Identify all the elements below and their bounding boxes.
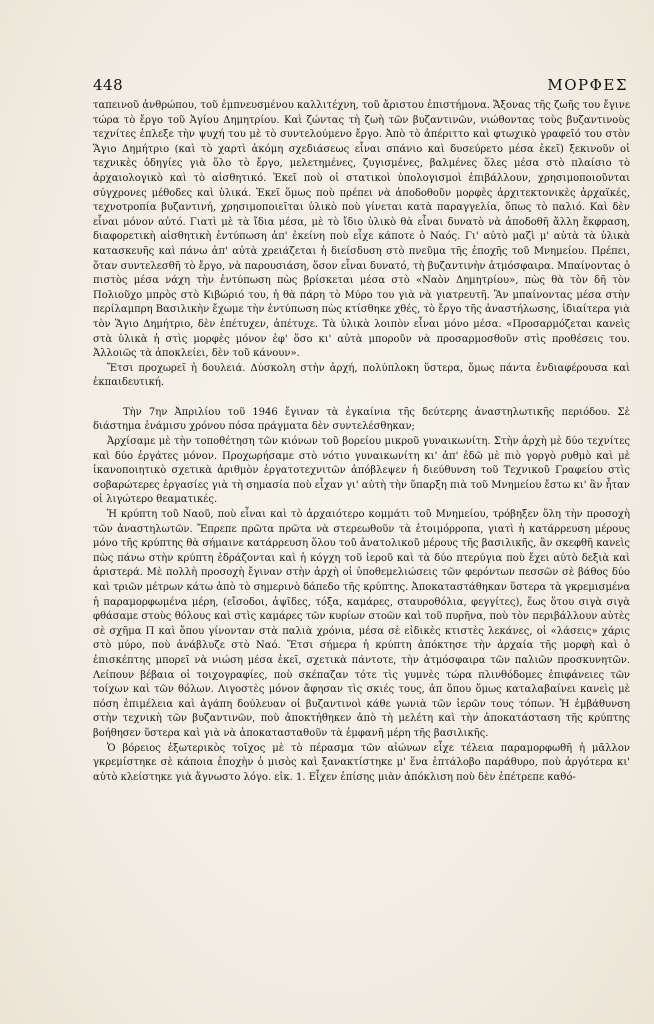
- article-body: [93, 99, 630, 785]
- paragraph: Ἔτσι προχωρεῖ ἡ δουλειά. Δύσκολη στὴν ἀρχή, πολύπλοκη ὕστερα, ὅμως πάντα ἐνδιαφέρουσα καὶ ἐκπαιδευτική.: [93, 362, 630, 389]
- page-header: [93, 76, 628, 98]
- paragraph: Ὁ βόρειος ἐξωτερικὸς τοῖχος μὲ τὸ πέρασμα τῶν αἰώνων εἶχε τέλεια παραμορφωθῆ ἡ μᾶλλον γκρεμίστηκε σὲ κάποια ἐποχὴν ὁ μισὸς καὶ ξανακτίστηκε μ' ἕνα ἑπτάλοβο παράθυρο, ποὺ ἀργότερα κι' αὐτὸ κλείστηκε γιὰ ἄγνωστο λόγο. εἰκ. 1. Εἶχεν ἐπίσης μιὰν ἀπόκλιση ποὺ δὲν ἐπέτρεπε καθό-: [93, 742, 630, 783]
- paragraph: ταπεινοῦ ἀνθρώπου, τοῦ ἐμπνευσμένου καλλιτέχνη, τοῦ ἄριστου ἐπιστήμονα. Ἄξονας τῆς ζωῆς του ἔγινε τώρα τὸ ἔργο τοῦ Ἁγίου Δημητρίου. Καὶ ζώντας τὴ ζωὴ τῶν βυζαντινῶν, νιώθοντας τοὺς βυζαντινοὺς τεχνίτες ἐπλεξε τὴν ψυχή του μὲ τὸ συντελούμενο ἔργο. Ἀπὸ τὸ ἀπέριττο καὶ φτωχικὸ γραφεῖό του στὸν Ἅγιο Δημήτριο (καὶ τὸ χαρτὶ ἀκόμη σχεδιάσεως εἶναι σπάνιο καὶ δυσεύρετο μέσα ἐκεῖ) ξεκινοῦν οἱ τεχνικὲς ὁδηγίες γιὰ ὅλο τὸ ἔργο, μελετημένες, ζυγισμένες, βαλμένες ὅλες μέσα στὸ πλαίσιο τὸ ἀρχαιολογικὸ καὶ τὸ αἰσθητικό. Ἐκεῖ ποὺ οἱ στατικοὶ ὑπολογισμοὶ ἐπιβάλλουν, χρησιμοποιοῦνται σύγχρονες μέθοδες καὶ ὑλικά. Ἐκεῖ ὅμως ποὺ πρέπει νὰ ἀποδοθοῦν μορφὲς ἀρχιτεκτονικὲς ἀρχαϊκές, τεχνοτροπία βυζαντινή, χρησιμοποιεῖται ὑλικὸ ποὺ γίνεται κατὰ παραγγελία, ὅπως τὸ παλιό. Καὶ δὲν εἶναι μόνον αὐτό. Γιατὶ μὲ τὰ ἴδια μέσα, μὲ τὸ ἴδιο ὑλικὸ θὰ εἶναι δυνατὸ νὰ ἀποδοθῆ ἄλλη ἔκφραση, διαφορετικὴ αἰσθητικὴ ἐντύπωση ἀπ' ἐκείνη ποὺ εἶχε κάποτε ὁ Ναός. Γι' αὐτὸ μαζὶ μ' αὐτὰ τὰ ὑλικὰ κατασκευῆς καὶ πάνω ἀπ' αὐτὰ χρειάζεται ἡ διείσδυση στὸ πνεῦμα τῆς ἐποχῆς τοῦ Μνημείου. Πρέπει, ὅταν συντελεσθῆ τὸ ἔργο, νὰ παρουσιάση, ὅσον εἶναι δυνατό, τὴ βυζαντινὴν ἀτμόσφαιρα. Μπαίνοντας ὁ πιστὸς μέσα νάχη τὴν ἐντύπωση πὼς βρίσκεται μέσα στὸ «Ναὸν Δημητρίου», πὼς θὰ τὸν δῆ τὸν Πολιοῦχο μπρὸς στὸ Κιβώριό του, ἡ θὰ πάρη τὸ Μύρο του γιὰ νὰ γιατρευτῆ. Ἂν μπαίνοντας μέσα στὴν περίλαμπρη Βασιλικὴν ἔχωμε τὴν ἐντύπωση πὼς κτίσθηκε χθές, τὸ ἔργο τῆς ἀναστήλωσης, ἰδιαίτερα γιὰ τὸν Ἅγιο Δημήτριο, δὲν ἐπέτυχεν, ἀπέτυχε. Τὰ ὑλικὰ λοιπὸν εἶναι μόνο μέσα. «Προσαρμόζεται κανεὶς στὰ ὑλικὰ ἡ στὶς μορφὲς μόνον ἐφ' ὅσο κι' αὐτὰ μποροῦν νὰ προσαρμοσθοῦν στὶς προθέσεις του. Ἀλλοιῶς τὰ ἀποκλείει, δὲν τοῦ κάνουν».: [93, 100, 630, 360]
- running-title: ΜΟΡΦΕΣ: [547, 76, 628, 94]
- paragraph: Τὴν 7ην Ἀπριλίου τοῦ 1946 ἔγιναν τὰ ἐγκαίνια τῆς δεύτερης ἀναστηλωτικῆς περιόδου. Σὲ διάστημα ἑνάμισυ χρόνου πόσα πράγματα δὲν συντελέσθηκαν;: [93, 406, 630, 433]
- paragraph: Ἡ κρύπτη τοῦ Ναοῦ, ποὺ εἶναι καὶ τὸ ἀρχαιότερο κομμάτι τοῦ Μνημείου, τρόβηξεν ὅλη τὴν προσοχὴ τῶν ἀναστηλωτῶν. Ἔπρεπε πρῶτα πρῶτα νὰ στερεωθοῦν τὰ ἑτοιμόρροπα, γιατὶ ἡ κατάρρευση μέρους μόνο τῆς κρύπτης θὰ σήμαινε κατάρρευση ὅλου τοῦ ἀνατολικοῦ μέρους τῆς βασιλικῆς, ἂν σκεφθῆ κανεὶς πὼς πάνω στὴν κρύπτη ἑδράζονται καὶ ἡ κόγχη τοῦ ἱεροῦ καὶ τὰ δύο πτερύγια ποὺ ἔχει αὐτὸ δεξιὰ καὶ ἀριστερά. Μὲ πολλὴ προσοχὴ ἔγιναν στὴν ἀρχὴ οἱ ὑποθεμελιώσεις τῶν φερόντων πεσσῶν σὲ βάθος δύο καὶ τριῶν μέτρων κάτω ἀπὸ τὸ σημερινὸ δάπεδο τῆς κρύπτης. Ἀποκαταστάθηκαν ὕστερα τὰ γκρεμισμένα ἡ παραμορφωμένα μέρη, (εἴσοδοι, ἀψῖδες, τόξα, καμάρες, σταυροθόλια, φεγγίτες), ἕως ὅτου σιγὰ σιγὰ φθάσαμε στοὺς θόλους καὶ στὶς καμάρες τῶν κυρίων στοῶν καὶ τοῦ πυρῆνα, ποὺ τὸν περιβάλλουν αὐτὲς σὲ σχῆμα Π καὶ ὅπου γίνονταν στὰ παλιὰ χρόνια, μέσα σὲ εἰδικὲς κτιστὲς λεκάνες, οἱ «λάσεις» χάρις στὸ μύρο, ποὺ ἀνάβλυζε στὸ Ναό. Ἔτσι σήμερα ἡ κρύπτη ἀπόκτησε τὴν ἀρχαία τῆς μορφὴ καὶ ὁ ἐπισκέπτης μπορεῖ νὰ νιώση μέσα ἐκεῖ, σχετικὰ πάντοτε, τὴν ἀτμόσφαιρα τῶν παλιῶν προσκυνητῶν. Λείπουν βέβαια οἱ τοιχογραφίες, ποὺ σκέπαζαν τότε τὶς γυμνὲς τώρα πλινθόδομες ἐπιφάνειες τῶν τοίχων καὶ τῶν θόλων. Λιγοστὲς μόνον ἄφησαν τὶς σκιές τους, ἀπ ὅπου ὅμως καταλαβαίνει κανεὶς μὲ πόση ἐπιμέλεια καὶ ἀγάπη δούλευαν οἱ βυζαντινοὶ κάθε γωνιὰ τῶν ἱερῶν τους τόπων. Ἡ ἐμβάθυνση στὴν τεχνικὴ τῶν βυζαντινῶν, ποὺ ἀποκτήθηκεν ἀπὸ τὴ μελέτη καὶ τὴν ἀποκατάσταση τῆς κρύπτης βοήθησεν ὕστερα καὶ γιὰ νὰ ἀποκατασταθοῦν τὰ ἐμφανῆ μέρη τῆς βασιλικῆς.: [93, 509, 630, 739]
- page-number: 448: [93, 76, 124, 94]
- paragraph: Ἀρχίσαμε μὲ τὴν τοποθέτηση τῶν κιόνων τοῦ βορείου μικροῦ γυναικωνίτη. Στὴν ἀρχὴ μὲ δύο τεχνίτες καὶ δύο ἐργάτες μόνον. Προχωρήσαμε στὸ νότιο γυναικωνίτη κι' ἀπ' ἐδῶ μὲ πιὸ γοργὸ ρυθμὸ καὶ μὲ ἱκανοποιητικὸ σχετικὰ ἀριθμὸν ἐργατοτεχνιτῶν ἀπόβλεψεν ἡ διεύθυνση τοῦ Τεχνικοῦ Γραφείου στὶς σοβαρώτερες ἐργασίες γιὰ τὴ σημασία ποὺ εἶχαν γι' αὐτὴ τὴν ὕπαρξη πιὰ τοῦ Μνημείου ἔστω κι' ἂν ἦταν οἱ λιγώτερο θεαματικές.: [93, 436, 630, 506]
